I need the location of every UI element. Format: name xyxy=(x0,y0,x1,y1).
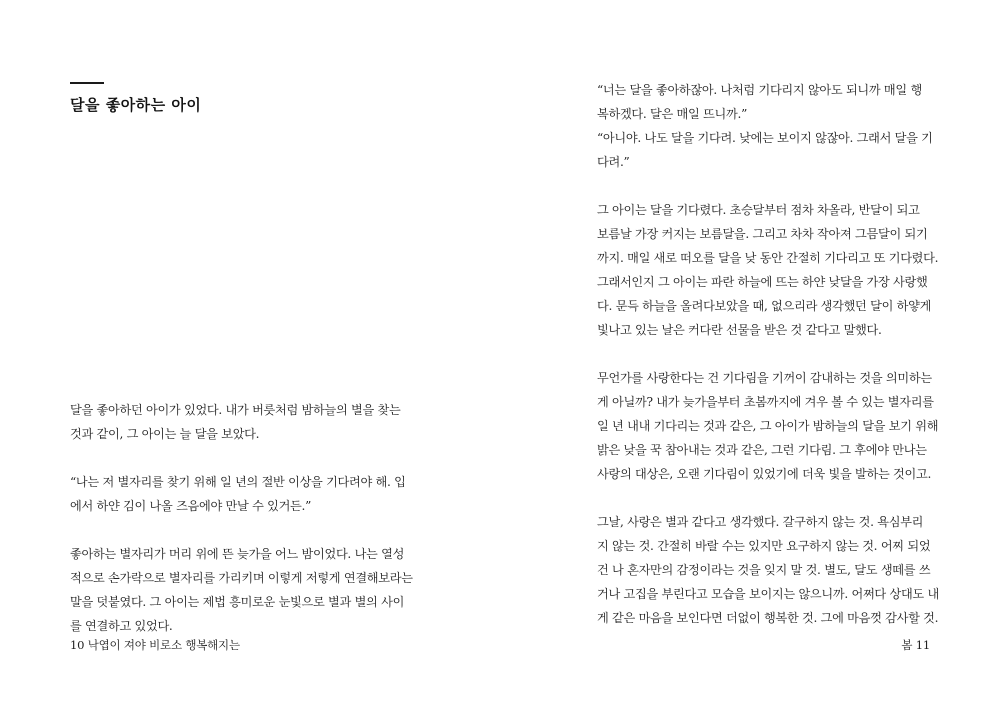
text-line: 게 아닐까? 내가 늦가을부터 초봄까지에 겨우 볼 수 있는 별자리를 xyxy=(597,395,934,409)
text-line: 말을 덧붙였다. 그 아이는 제법 흥미로운 눈빛으로 별과 별의 사이 xyxy=(70,595,405,609)
title-rule xyxy=(70,82,104,84)
text-line: 빛나고 있는 날은 커다란 선물을 받은 것 같다고 말했다. xyxy=(597,323,882,337)
text-line: 건 나 혼자만의 감정이라는 것을 잊지 말 것. 별도, 달도 생떼를 쓰 xyxy=(597,563,931,577)
text-line: “나는 저 별자리를 찾기 위해 일 년의 절반 이상을 기다려야 해. 입 xyxy=(70,475,406,489)
text-line: 게 같은 마음을 보인다면 더없이 행복한 것. 그에 마음껏 감사할 것. xyxy=(597,611,939,625)
text-line: 일 년 내내 기다리는 것과 같은, 그 아이가 밤하늘의 달을 보기 위해 xyxy=(597,419,939,433)
paragraph xyxy=(70,470,415,518)
text-line: 것과 같이, 그 아이는 늘 달을 보았다. xyxy=(70,427,260,441)
text-line: 그날, 사랑은 별과 같다고 생각했다. 갈구하지 않는 것. 욕심부리 xyxy=(597,515,924,529)
paragraph xyxy=(597,510,942,630)
text-line: 를 연결하고 있었다. xyxy=(70,619,173,633)
left-page-folio: 10 낙엽이 져야 비로소 행복해지는 xyxy=(70,638,240,652)
paragraph xyxy=(597,198,942,342)
text-line: 거나 고집을 부린다고 모습을 보이지는 않으니까. 어쩌다 상대도 내 xyxy=(597,587,939,601)
chapter-title: 달을 좋아하는 아이 xyxy=(70,96,202,114)
text-line: 무언가를 사랑한다는 건 기다림을 기꺼이 감내하는 것을 의미하는 xyxy=(597,371,932,385)
paragraph xyxy=(70,542,415,638)
right-page-folio: 봄 11 xyxy=(901,638,930,652)
text-line: 다려.” xyxy=(597,155,630,169)
text-line: “너는 달을 좋아하잖아. 나처럼 기다리지 않아도 되니까 매일 행 xyxy=(597,83,922,97)
text-line: 까지. 매일 새로 떠오를 달을 낮 동안 간절히 기다리고 또 기다렸다. xyxy=(597,251,939,265)
paragraph xyxy=(597,366,942,486)
text-line: 그 아이는 달을 기다렸다. 초승달부터 점차 차올라, 반달이 되고 xyxy=(597,203,920,217)
left-body-text xyxy=(70,398,415,638)
right-body-text xyxy=(597,78,942,630)
text-line: 에서 하얀 김이 나올 즈음에야 만날 수 있거든.” xyxy=(70,499,312,513)
paragraph xyxy=(70,398,415,446)
text-line: 보름날 가장 커지는 보름달을. 그리고 차차 작아져 그믐달이 되기 xyxy=(597,227,928,241)
paragraph xyxy=(597,78,942,174)
text-line: 그래서인지 그 아이는 파란 하늘에 뜨는 하얀 낮달을 가장 사랑했 xyxy=(597,275,928,289)
text-line: 밝은 낮을 꾹 참아내는 것과 같은, 그런 기다림. 그 후에야 만나는 xyxy=(597,443,927,457)
text-line: 적으로 손가락으로 별자리를 가리키며 이렇게 저렇게 연결해보라는 xyxy=(70,571,413,585)
text-line: 지 않는 것. 간절히 바랄 수는 있지만 요구하지 않는 것. 어찌 되었 xyxy=(597,539,931,553)
text-line: 달을 좋아하던 아이가 있었다. 내가 버릇처럼 밤하늘의 별을 찾는 xyxy=(70,403,401,417)
text-line: 복하겠다. 달은 매일 뜨니까.” xyxy=(597,107,748,121)
text-line: 사랑의 대상은, 오랜 기다림이 있었기에 더욱 빛을 발하는 것이고. xyxy=(597,467,932,481)
text-line: 다. 문득 하늘을 올려다보았을 때, 없으리라 생각했던 달이 하얗게 xyxy=(597,299,932,313)
text-line: “아니야. 나도 달을 기다려. 낮에는 보이지 않잖아. 그래서 달을 기 xyxy=(597,131,933,145)
text-line: 좋아하는 별자리가 머리 위에 뜬 늦가을 어느 밤이었다. 나는 열성 xyxy=(70,547,405,561)
